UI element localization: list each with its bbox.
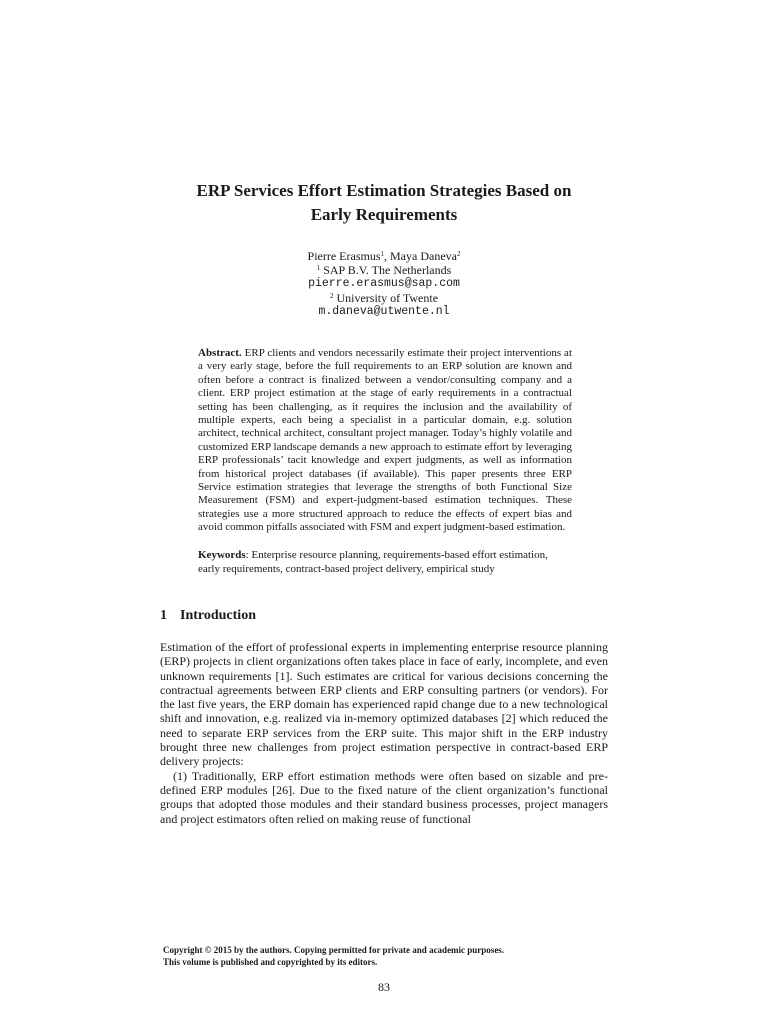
keywords: [198, 548, 572, 576]
author-2-affiliation-mark: 2: [456, 250, 461, 258]
section-number: 1: [160, 608, 167, 623]
affiliation-1-name: SAP B.V. The Netherlands: [320, 263, 452, 277]
affiliation-2: [200, 291, 568, 305]
abstract-text: ERP clients and vendors necessarily estimate their project interventions at a very early stage, before the full requirements to an ERP solution are known and often before a contract is finalized between a vendor/consulting company and a client. ERP project estimation at the stage of early requirements in a contractual setting has been challenging, as it requires the inclusion and the availability of multiple experts, each being a specialist in a particular domain, e.g. solution architect, technical architect, consultant project manager. Today’s highly volatile and customized ERP landscape demands a new approach to estimate effort by leveraging ERP professionals’ tacit knowledge and expert judgments, as well as information from historical project databases (if available). This paper presents three ERP Service estimation strategies that leverage the strengths of both Functional Size Measurement (FSM) and expert-judgment-based estimation techniques. These strategies use a more structured approach to reduce the effects of expert bias and avoid common pitfalls associated with FSM and expert judgment-based estimation.: [198, 347, 572, 534]
abstract: [198, 347, 572, 535]
keywords-label: Keywords: [198, 549, 246, 561]
section-heading: [160, 608, 256, 624]
title-line-2: Early Requirements: [310, 205, 458, 224]
author-1: Pierre Erasmus: [307, 249, 381, 263]
section-title: Introduction: [180, 608, 256, 623]
title-line-1: ERP Services Effort Estimation Strategies Based on: [196, 181, 572, 200]
email-2: m.daneva@utwente.nl: [318, 305, 450, 318]
keywords-text: : Enterprise resource planning, requirements-based effort estimation, early requirements, contract-based project delivery, empirical study: [198, 549, 548, 575]
copyright-notice: [163, 944, 603, 968]
paragraph: Estimation of the effort of professional experts in implementing enterprise resource planning (ERP) projects in client organizations often takes place in face of early, incomplete, and even unknown requirements [1]. Such estimates are critical for various decisions concerning the contractual agreements between ERP clients and ERP consulting partners (or vendors). For the last five years, the ERP domain has experienced rapid change due to a new technological shift and innovation, e.g. realized via in-memory optimized databases [2] which reduced the need to separate ERP services from the ERP suite. This major shift in the ERP industry brought three new challenges from project estimation perspective in contract-based ERP delivery projects:: [160, 640, 608, 769]
affiliation-1: [200, 263, 568, 277]
affiliation-2-mark: 2: [329, 292, 334, 300]
page-number: 83: [378, 980, 390, 994]
author-names: [200, 249, 568, 263]
paper-title: [150, 179, 618, 227]
author-block: [200, 249, 568, 319]
author-separator: ,: [384, 249, 390, 263]
email-1: pierre.erasmus@sap.com: [308, 277, 460, 290]
body-text: [160, 640, 608, 826]
author-1-affiliation-mark: 1: [380, 250, 384, 258]
affiliation-1-mark: 1: [316, 264, 321, 272]
author-2: Maya Daneva: [390, 249, 457, 263]
abstract-label: Abstract.: [198, 347, 242, 359]
copyright-line-2: This volume is published and copyrighted by its editors.: [163, 957, 378, 967]
affiliation-2-name: University of Twente: [333, 291, 439, 305]
paragraph: (1) Traditionally, ERP effort estimation methods were often based on sizable and pre-defined ERP modules [26]. Due to the fixed nature of the client organization’s functional groups that adopted those modules and their standard business processes, project managers and project estimators often relied on making reuse of functional: [160, 768, 608, 826]
copyright-line-1: Copyright © 2015 by the authors. Copying permitted for private and academic purposes.: [163, 945, 505, 955]
